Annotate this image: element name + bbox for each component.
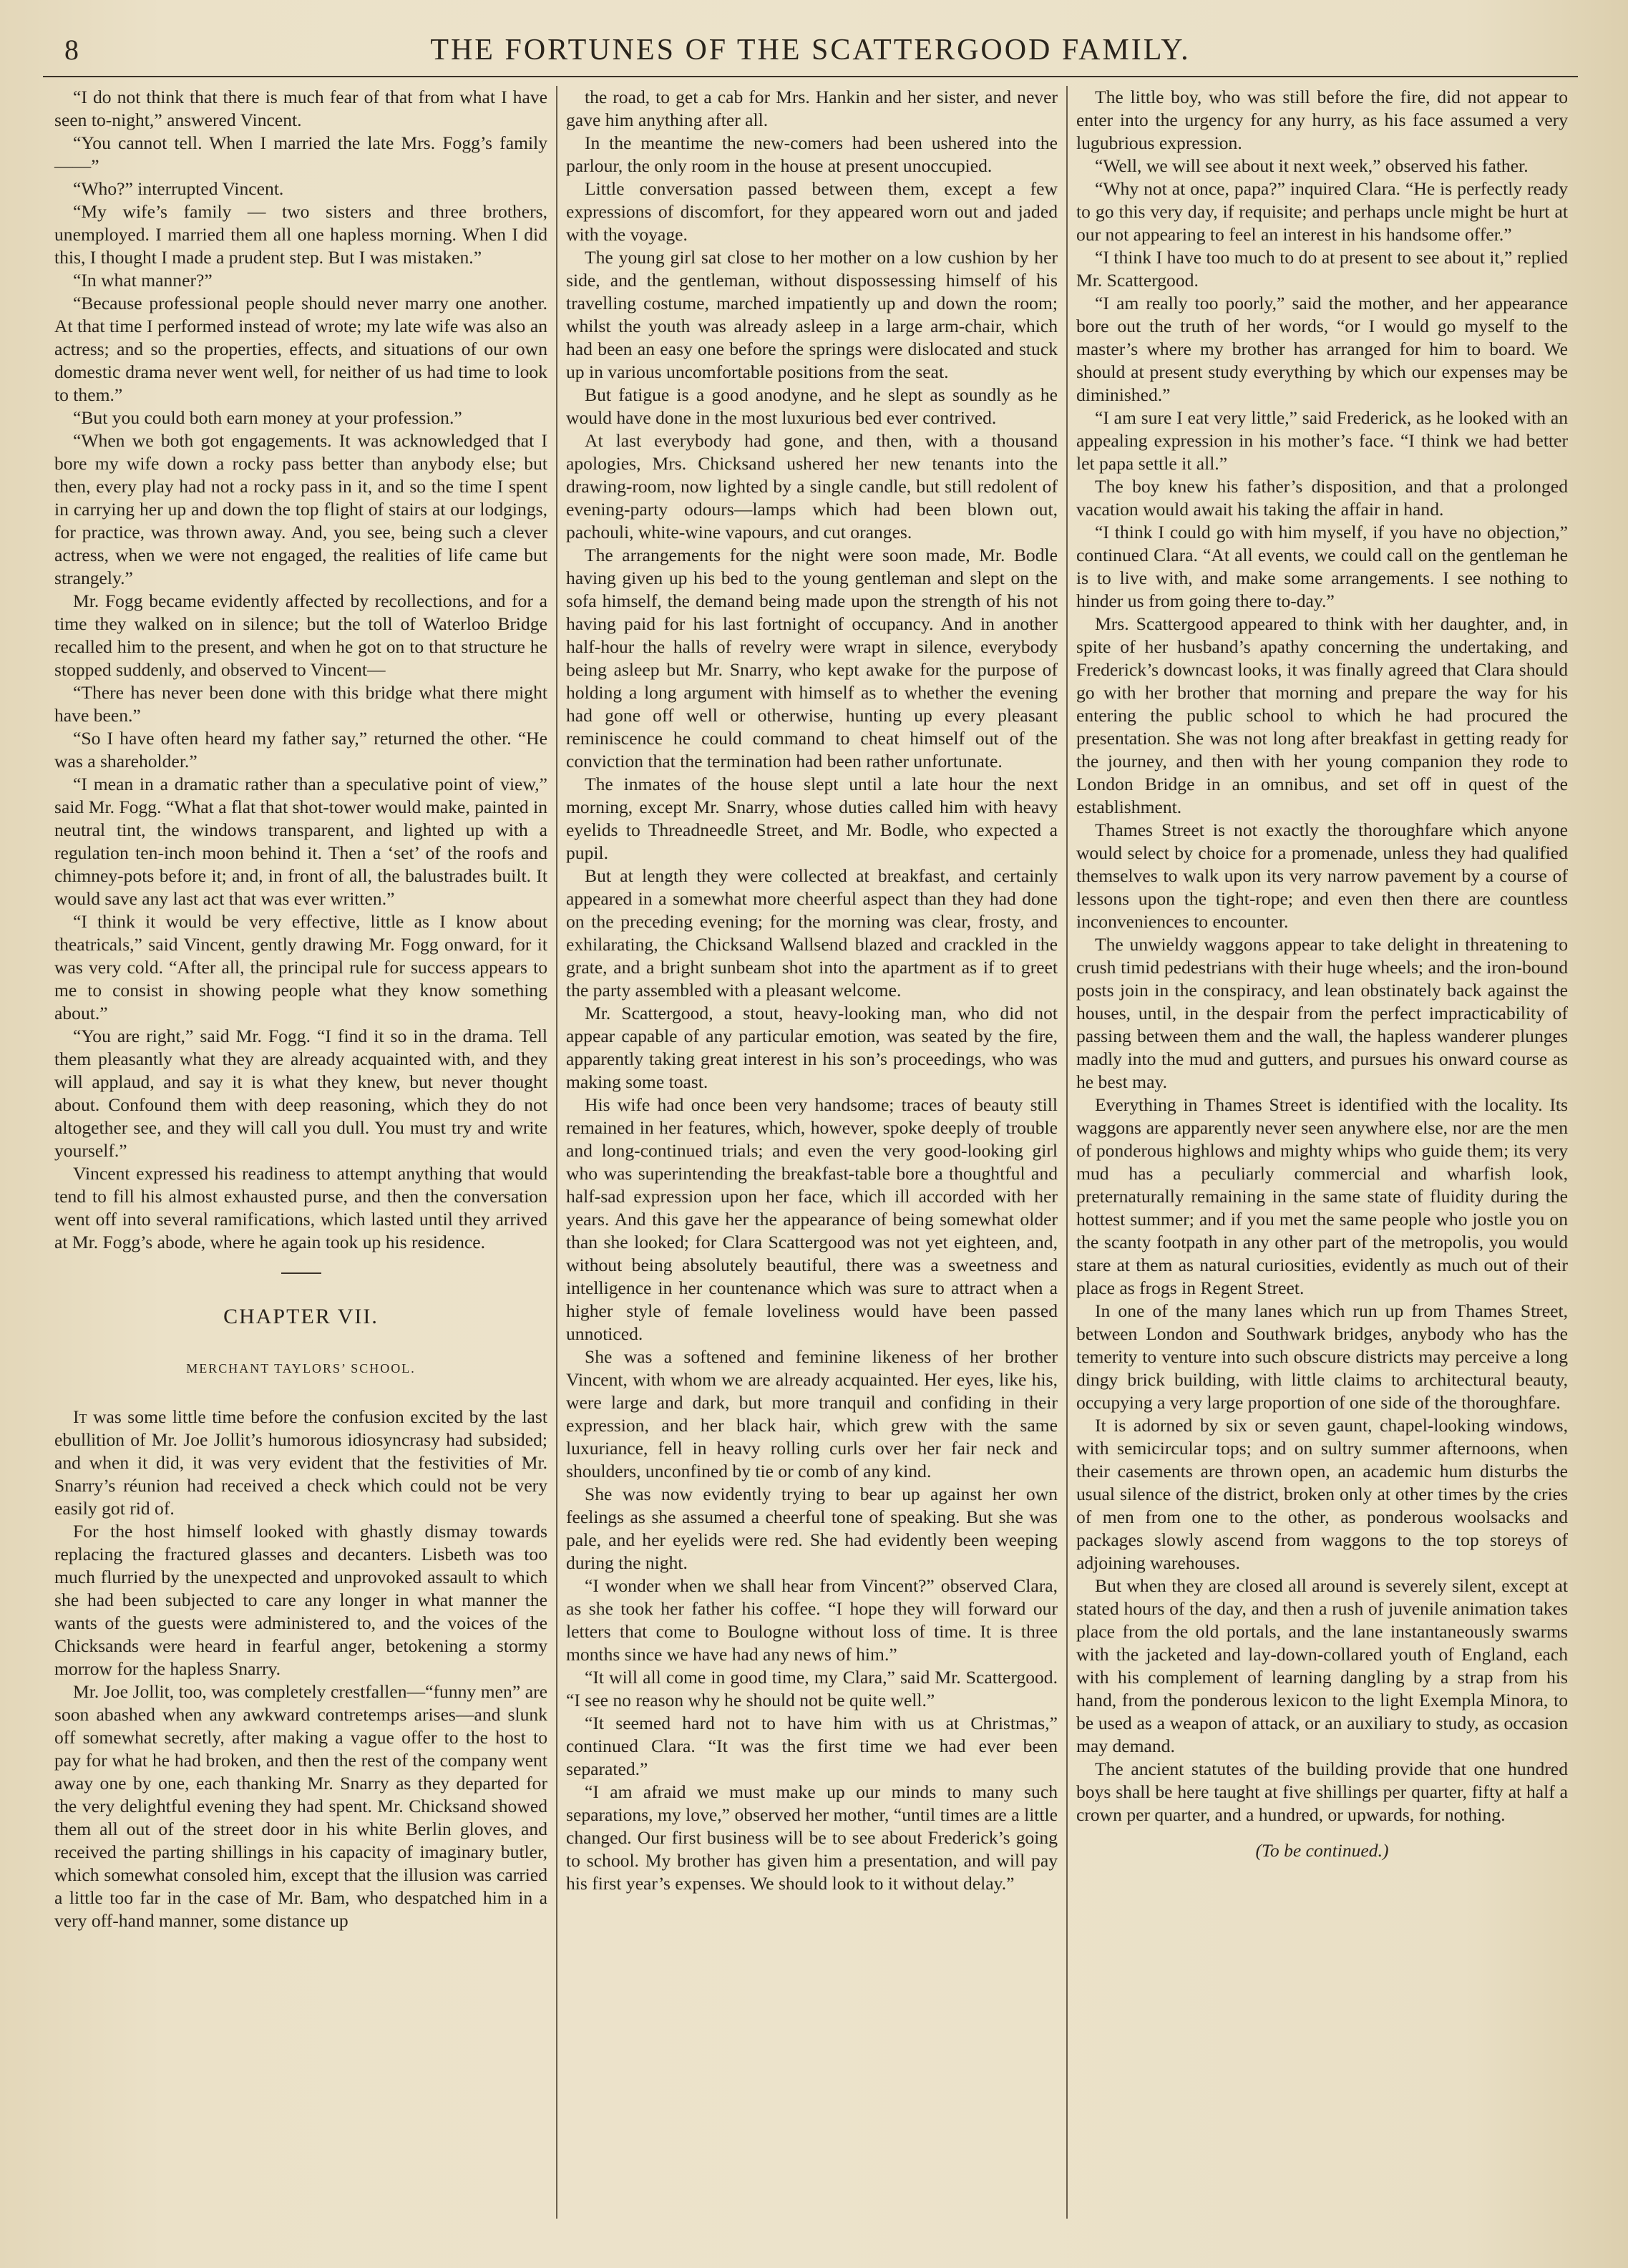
- chapter-divider: [281, 1272, 321, 1274]
- paragraph: The ancient statutes of the building provide that one hundred boys shall be here taught at five shillings per quarter, fifty at half a crown per quarter, and a hundred, or upwards, for nothing.: [1076, 1758, 1568, 1825]
- chapter-opening-text: was some little time before the confusion excited by the last ebullition of Mr. Joe Jollit’s humorous idiosyncrasy had subsided; and when it did, it was very evident that the festivities of Mr. Snarry’s réunion had received a check which could not be very easily got rid of.: [54, 1406, 547, 1519]
- paragraph: “I think I could go with him myself, if you have no objection,” continued Clara. “At all events, we could call on the gentleman he is to live with, and make some arrangements. I see nothing to hinder us from going there to-day.”: [1076, 522, 1568, 611]
- paragraph: “I think I have too much to do at present to see about it,” replied Mr. Scattergood.: [1076, 247, 1568, 291]
- paragraph: Mr. Fogg became evidently affected by recollections, and for a time they walked on in silence; but the toll of Waterloo Bridge recalled him to the present, and when he got on to that structure he stopped suddenly, and observed to Vincent—: [54, 590, 547, 680]
- column-3: [1066, 86, 1576, 2219]
- paragraph: “There has never been done with this bridge what there might have been.”: [54, 682, 547, 726]
- column-2-paragraphs: [566, 86, 1058, 1895]
- paragraph: The unwieldy waggons appear to take delight in threatening to crush timid pedestrians with their huge wheels; and the iron-bound posts join in the conspiracy, and lean obstinately back against the houses, until, in the despair from the perfect impracticability of passing between them and the wall, the hapless wanderer plunges madly into the mud and gutters, and pursues his onward course as he best may.: [1076, 934, 1568, 1092]
- paragraph: “You cannot tell. When I married the late Mrs. Fogg’s family——”: [54, 132, 547, 176]
- paragraph: “When we both got engagements. It was acknowledged that I bore my wife down a rocky pass better than anybody else; but then, every play had not a rocky pass in it, and so the time I spent in carrying her up and down the top flight of stairs at our lodgings, for practice, was thrown away. And, you see, being such a clever actress, when we were not engaged, the realities of life came but strangely.”: [54, 430, 547, 588]
- paragraph: But at length they were collected at breakfast, and certainly appeared in a somewhat more cheerful aspect than they had done on the preceding evening; for the morning was clear, frosty, and exhilarating, the Chicksand Wallsend blazed and crackled in the grate, and a bright sunbeam shot into the apartment as if to greet the party assembled with a pleasant welcome.: [566, 865, 1058, 1001]
- paragraph: “I am really too poorly,” said the mother, and her appearance bore out the truth of her words, “or I would go myself to the master’s where my brother has arranged for him to board. We should at present study everything by which our expenses may be diminished.”: [1076, 293, 1568, 405]
- paragraph: At last everybody had gone, and then, with a thousand apologies, Mrs. Chicksand ushered her new tenants into the drawing-room, now lighted by a single candle, but still redolent of evening-party odours—lamps which had been blown out, pachouli, white-wine vapours, and cut oranges.: [566, 430, 1058, 542]
- paragraph: But fatigue is a good anodyne, and he slept as soundly as he would have done in the most luxurious bed ever contrived.: [566, 384, 1058, 428]
- chapter-first-word: It: [73, 1406, 87, 1427]
- paragraph: “Who?” interrupted Vincent.: [73, 178, 284, 199]
- paragraph: “In what manner?”: [73, 270, 213, 291]
- paragraph: “You are right,” said Mr. Fogg. “I find it so in the drama. Tell them pleasantly what they are already acquainted with, and they will applaud, and say it is what they knew, but never thought about. Confound them with deep reasoning, which they do not altogether see, and they will call you dull. You must try and write yourself.”: [54, 1026, 547, 1161]
- paragraph: Vincent expressed his readiness to attempt anything that would tend to fill his almost exhausted purse, and then the conversation went off into several ramifications, which lasted until they arrived at Mr. Fogg’s abode, where he again took up his residence.: [54, 1163, 547, 1252]
- paragraph: “I think it would be very effective, little as I know about theatricals,” said Vincent, gently drawing Mr. Fogg onward, for it was very cold. “After all, the principal rule for success appears to me to consist in showing people what they know something about.”: [54, 911, 547, 1023]
- paragraph: “So I have often heard my father say,” returned the other. “He was a shareholder.”: [54, 728, 547, 772]
- paragraph: Mrs. Scattergood appeared to think with her daughter, and, in spite of her husband’s apathy concerning the undertaking, and Frederick’s downcast looks, it was finally agreed that Clara should go with her brother that morning and prepare the way for his entering the public school to which he had procured the presentation. She was not long after breakfast in getting ready for the journey, and then with her young companion they rode to London Bridge in an omnibus, and set off in quest of the establishment.: [1076, 613, 1568, 817]
- paragraph: “Well, we will see about it next week,” observed his father.: [1095, 155, 1529, 176]
- paragraph: It is adorned by six or seven gaunt, chapel-looking windows, with semicircular tops; and on sultry summer afternoons, when their casements are thrown open, an academic hum disturbs the usual silence of the district, broken only at other times by the cries of men from one to the other, as ponderous woolsacks and packages slowly ascend from waggons to the top storeys of adjoining warehouses.: [1076, 1415, 1568, 1573]
- paragraph: “Because professional people should never marry one another. At that time I performed instead of wrote; my late wife was also an actress; and so the properties, effects, and situations of our own domestic drama never went well, for neither of us had time to look to them.”: [54, 293, 547, 405]
- paragraph: Little conversation passed between them, except a few expressions of discomfort, for they appeared worn out and jaded with the voyage.: [566, 178, 1058, 245]
- paragraph: “My wife’s family — two sisters and three brothers, unemployed. I married them all one hapless morning. When I did this, I thought I made a prudent step. But I was mistaken.”: [54, 201, 547, 268]
- column-1: [46, 86, 556, 2219]
- page-header: [43, 33, 1578, 77]
- chapter-subtitle: MERCHANT TAYLORS’ SCHOOL.: [186, 1361, 416, 1376]
- paragraph: the road, to get a cab for Mrs. Hankin and her sister, and never gave him anything after all.: [566, 87, 1058, 130]
- paragraph: She was now evidently trying to bear up against her own feelings as she assumed a cheerful tone of speaking. But she was pale, and her eyelids were red. She had evidently been weeping during the night.: [566, 1484, 1058, 1573]
- paragraph: For the host himself looked with ghastly dismay towards replacing the fractured glasses and decanters. Lisbeth was too much flurried by the unexpected and unprovoked assault to which she had been subjected to care any longer in what manner the wants of the guests were administered to, and the voices of the Chicksands were heard in fearful anger, betokening a stormy morrow for the hapless Snarry.: [54, 1521, 547, 1679]
- column-3-paragraphs: [1076, 86, 1568, 1826]
- column-1-paragraphs-after: [54, 1520, 547, 1932]
- paragraph: Mr. Joe Jollit, too, was completely crestfallen—“funny men” are soon abashed when any awkward contretemps arises—and slunk off somewhat secretly, after making a vague offer to the host to pay for what he had broken, and then the rest of the company went away one by one, each thanking Mr. Snarry as they departed for the very delightful evening they had spent. Mr. Chicksand showed them all out of the street door in his white Berlin gloves, and received the parting shillings in his capacity of imaginary butler, which somewhat consoled him, except that the illusion was carried a little too far in the case of Mr. Bam, who despatched him in a very off-hand manner, some distance up: [54, 1681, 547, 1931]
- paragraph: “I mean in a dramatic rather than a speculative point of view,” said Mr. Fogg. “What a flat that shot-tower would make, painted in neutral tint, the windows transparent, and lighted up with a regulation ten-inch moon behind it. Then a ‘set’ of the roofs and chimney-pots before it; and, in front of all, the balustrades built. It would save any last act that was ever written.”: [54, 774, 547, 909]
- paragraph: “I am afraid we must make up our minds to many such separations, my love,” observed her mother, “until times are a little changed. Our first business will be to see about Frederick’s going to school. My brother has given him a presentation, and will pay his first year’s expenses. We should look to it without delay.”: [566, 1781, 1058, 1894]
- paragraph: “But you could both earn money at your profession.”: [73, 407, 462, 428]
- paragraph: The inmates of the house slept until a late hour the next morning, except Mr. Snarry, whose duties called him with heavy eyelids to Threadneedle Street, and Mr. Bodle, who expected a pupil.: [566, 774, 1058, 863]
- paragraph: The arrangements for the night were soon made, Mr. Bodle having given up his bed to the young gentleman and slept on the sofa himself, the demand being made upon the strength of his not having paid for his last fortnight of occupancy. And in another half-hour the halls of revelry were wrapt in silence, everybody being asleep but Mr. Snarry, who kept awake for the purpose of holding a long argument with himself as to whether the evening had gone off well or otherwise, hunting up every pleasant reminiscence he could command to cheat himself out of the conviction that the termination had been rather unfortunate.: [566, 545, 1058, 772]
- to-be-continued: (To be continued.): [1255, 1840, 1389, 1861]
- paragraph: “I am sure I eat very little,” said Frederick, as he looked with an appealing expression in his mother’s face. “I think we had better let papa settle it all.”: [1076, 407, 1568, 474]
- paragraph: In the meantime the new-comers had been ushered into the parlour, the only room in the house at present unoccupied.: [566, 132, 1058, 176]
- page-number: 8: [64, 34, 79, 66]
- column-2: [556, 86, 1066, 2219]
- paragraph: The boy knew his father’s disposition, and that a prolonged vacation would await his taking the affair in hand.: [1076, 476, 1568, 520]
- paragraph: The little boy, who was still before the fire, did not appear to enter into the urgency for any hurry, as his face assumed a very lugubrious expression.: [1076, 87, 1568, 153]
- column-1-paragraphs: [54, 86, 547, 1254]
- paragraph: “I do not think that there is much fear of that from what I have seen to-night,” answered Vincent.: [54, 87, 547, 130]
- text-columns: [46, 86, 1577, 2219]
- paragraph: Everything in Thames Street is identified with the locality. Its waggons are apparently never seen anywhere else, nor are the men of ponderous highlows and mighty whips who guide them; its very mud has a peculiarly commercial and wharfish look, preternaturally remaining in the same state of fluidity during the hottest summer; and if you met the same people who jostle you on the scanty footpath in any other part of the metropolis, you would stare at them as natural curiosities, evidently as much out of their place as frogs in Regent Street.: [1076, 1094, 1568, 1298]
- paragraph: The young girl sat close to her mother on a low cushion by her side, and the gentleman, without dispossessing himself of his travelling costume, marched impatiently up and down the room; whilst the youth was already asleep in a large arm-chair, which had been an easy one before the springs were dislocated and stuck up in various uncomfortable positions from the seat.: [566, 247, 1058, 382]
- chapter-title: CHAPTER VII.: [223, 1305, 379, 1328]
- paragraph: Thames Street is not exactly the thoroughfare which anyone would select by choice for a promenade, unless they had qualified themselves to walk upon its very narrow pavement by a course of lessons upon the tight-rope; and even then there are countless inconveniences to encounter.: [1076, 819, 1568, 932]
- paragraph: She was a softened and feminine likeness of her brother Vincent, with whom we are already acquainted. Her eyes, like his, were large and dark, but more tranquil and confiding in their expression, and her black hair, which grew with the same luxuriance, fell in heavy rolling curls over her fair neck and shoulders, unconfined by tie or comb of any kind.: [566, 1346, 1058, 1481]
- paragraph: “It will all come in good time, my Clara,” said Mr. Scattergood. “I see no reason why he should not be quite well.”: [566, 1667, 1058, 1710]
- chapter-opening-paragraph: [54, 1406, 547, 1520]
- paragraph: His wife had once been very handsome; traces of beauty still remained in her features, which, however, spoke deeply of trouble and long-continued trials; and even the very good-looking girl who was superintending the breakfast-table bore a thoughtful and half-sad expression upon her face, which ill accorded with her years. And this gave her the appearance of being somewhat older than she looked; for Clara Scattergood was not yet eighteen, and, without being absolutely beautiful, there was a sweetness and intelligence in her countenance which was sure to attract when a higher style of female loveliness would have been passed unnoticed.: [566, 1094, 1058, 1344]
- paragraph: But when they are closed all around is severely silent, except at stated hours of the day, and then a rush of juvenile animation takes place from the old portals, and the lane instantaneously swarms with the jacketed and lay-down-collared youth of England, each with his complement of learning dangling by a strap from his hand, from the ponderous lexicon to the light Exempla Minora, to be used as a weapon of attack, or an auxiliary to study, as occasion may demand.: [1076, 1575, 1568, 1756]
- paragraph: Mr. Scattergood, a stout, heavy-looking man, who did not appear capable of any particular emotion, was seated by the fire, apparently taking great interest in his son’s proceedings, who was making some toast.: [566, 1003, 1058, 1092]
- paragraph: In one of the many lanes which run up from Thames Street, between London and Southwark bridges, anybody who has the temerity to venture into such obscure districts may perceive a long dingy brick building, with little claims to architectural beauty, occupying a very large proportion of one side of the thoroughfare.: [1076, 1300, 1568, 1413]
- paragraph: “Why not at once, papa?” inquired Clara. “He is perfectly ready to go this very day, if requisite; and perhaps uncle might be hurt at our not appearing to feel an interest in his handsome offer.”: [1076, 178, 1568, 245]
- paragraph: “I wonder when we shall hear from Vincent?” observed Clara, as she took her father his coffee. “I hope they will forward our letters that come to Boulogne without loss of time. It is three months since we have had any news of him.”: [566, 1575, 1058, 1665]
- running-title: THE FORTUNES OF THE SCATTERGOOD FAMILY.: [430, 34, 1191, 67]
- paragraph: “It seemed hard not to have him with us at Christmas,” continued Clara. “It was the first time we had ever been separated.”: [566, 1713, 1058, 1779]
